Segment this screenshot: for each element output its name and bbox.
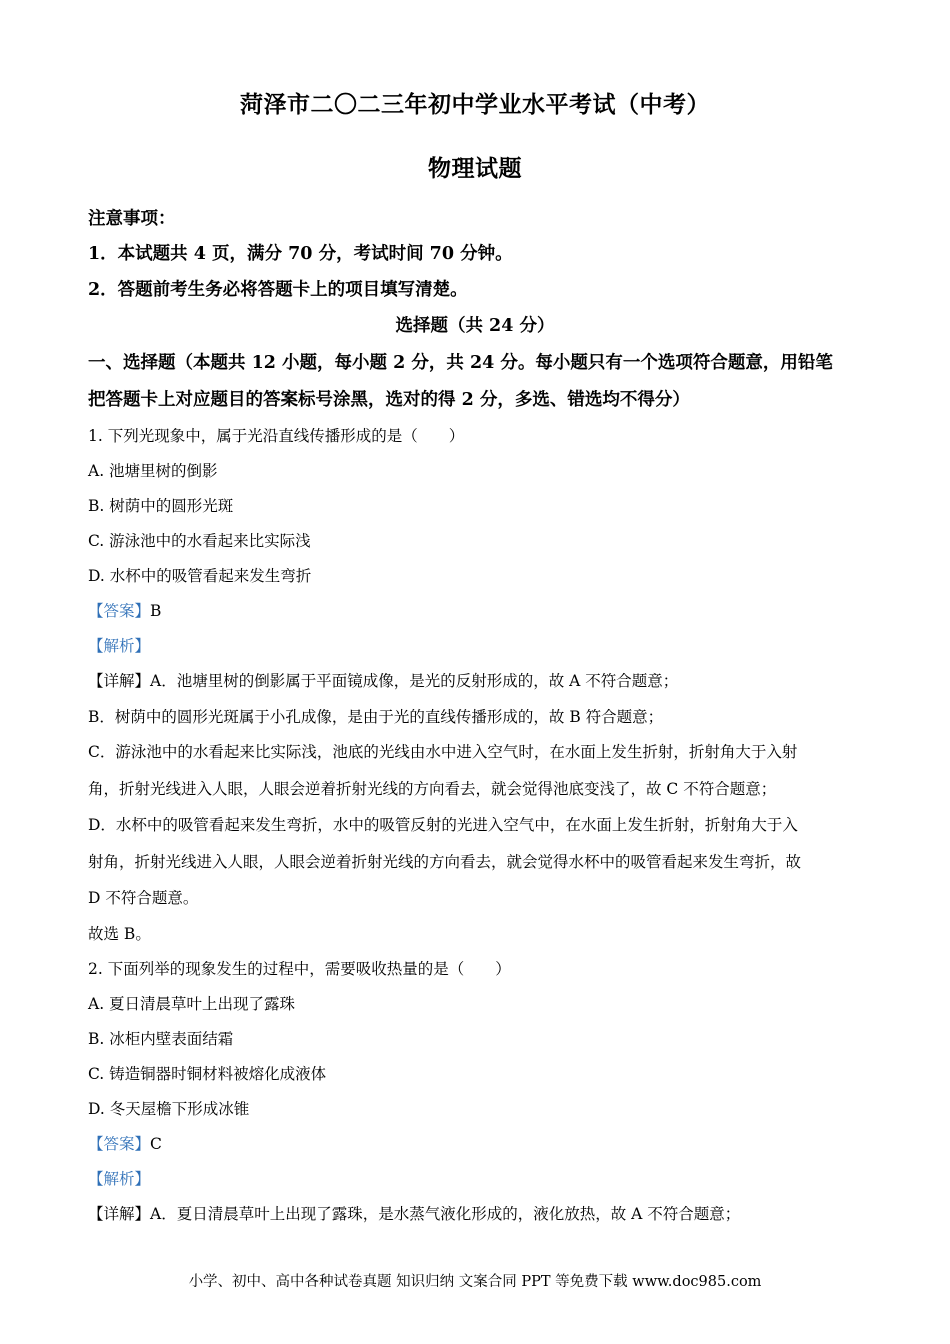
page-footer: 小学、初中、高中各种试卷真题 知识归纳 文案合同 PPT 等免费下载 www.doc985.com — [188, 1274, 762, 1290]
section-instructions-line-2: 把答题卡上对应题目的答案标号涂黑，选对的得 2 分，多选、错选均不得分） — [88, 390, 690, 410]
q2-answer — [88, 1132, 868, 1154]
notes-item-1: 1．本试题共 4 页，满分 70 分，考试时间 70 分钟。 — [88, 244, 513, 264]
q1-detail-line-7: D 不符合题意。 — [88, 889, 199, 907]
q2-answer-value: C — [150, 1135, 162, 1153]
q1-option-b: B. 树荫中的圆形光斑 — [88, 497, 234, 515]
q1-detail-line-4: 角，折射光线进入人眼，人眼会逆着折射光线的方向看去，就会觉得池底变浅了，故 C 不符合题意； — [88, 780, 777, 798]
answer-label: 【答案】 — [88, 602, 151, 620]
q1-detail-line-5: D．水杯中的吸管看起来发生弯折，水中的吸管反射的光进入空气中，在水面上发生折射，折射角大于入 — [88, 816, 798, 834]
analysis-label: 【解析】 — [88, 1170, 151, 1188]
section-heading: 选择题（共 24 分） — [395, 316, 555, 336]
q2-option-b: B. 冰柜内壁表面结霜 — [88, 1030, 234, 1048]
detail-label: 【详解】 — [88, 1205, 151, 1223]
q1-option-d: D. 水杯中的吸管看起来发生弯折 — [88, 567, 312, 585]
exam-subtitle: 物理试题 — [428, 155, 522, 182]
section-instructions-line-1: 一、选择题（本题共 12 小题，每小题 2 分，共 24 分。每小题只有一个选项符合题意，用铅笔 — [88, 353, 833, 373]
exam-title: 菏泽市二〇二三年初中学业水平考试（中考） — [240, 91, 710, 118]
q1-stem: 1. 下列光现象中，属于光沿直线传播形成的是（ ） — [88, 427, 465, 445]
q1-analysis — [88, 634, 868, 656]
q2-option-a: A. 夏日清晨草叶上出现了露珠 — [88, 995, 296, 1013]
q2-detail-line-1: 【详解】A．夏日清晨草叶上出现了露珠，是水蒸气液化形成的，液化放热，故 A 不符合题意； — [88, 1205, 741, 1223]
q1-detail-line-3: C．游泳池中的水看起来比实际浅，池底的光线由水中进入空气时，在水面上发生折射，折射角大于入射 — [88, 743, 798, 761]
notes-item-2: 2．答题前考生务必将答题卡上的项目填写清楚。 — [88, 280, 468, 300]
notes-heading: 注意事项： — [88, 209, 176, 229]
detail-label: 【详解】 — [88, 672, 151, 690]
q2-analysis — [88, 1167, 868, 1189]
q2-stem: 2. 下面列举的现象发生的过程中，需要吸收热量的是（ ） — [88, 960, 511, 978]
q1-option-a: A. 池塘里树的倒影 — [88, 462, 218, 480]
q1-detail-line-2: B．树荫中的圆形光斑属于小孔成像，是由于光的直线传播形成的，故 B 符合题意； — [88, 708, 664, 726]
q2-option-d: D. 冬天屋檐下形成冰锥 — [88, 1100, 250, 1118]
q1-answer — [88, 599, 868, 621]
q1-option-c: C. 游泳池中的水看起来比实际浅 — [88, 532, 311, 550]
q1-conclusion: 故选 B。 — [88, 925, 151, 943]
q1-detail-line-1: 【详解】A．池塘里树的倒影属于平面镜成像，是光的反射形成的，故 A 不符合题意； — [88, 672, 679, 690]
q1-detail-line-6: 射角，折射光线进入人眼，人眼会逆着折射光线的方向看去，就会觉得水杯中的吸管看起来发生弯折，故 — [88, 853, 802, 871]
q1-answer-value: B — [150, 602, 162, 620]
answer-label: 【答案】 — [88, 1135, 151, 1153]
analysis-label: 【解析】 — [88, 637, 151, 655]
q2-option-c: C. 铸造铜器时铜材料被熔化成液体 — [88, 1065, 327, 1083]
